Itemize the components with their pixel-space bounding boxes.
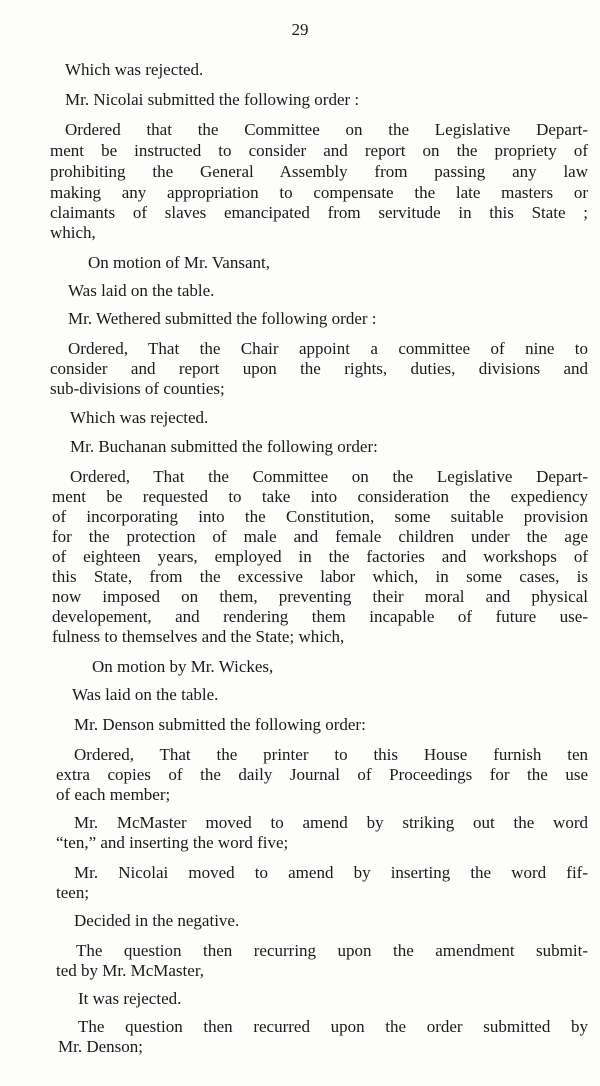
text-line: fulness to themselves and the State; which, [52,627,345,646]
text-line: On motion by Mr. Wickes, [92,657,274,676]
text-line: which, [50,223,96,242]
text-line: of eighteen years, employed in the factories and workshops of [52,547,588,566]
text-line: of incorporating into the Constitution, some suitable provision [52,507,588,526]
text-line: Ordered, That the printer to this House furnish ten [74,745,588,764]
text-line: The question then recurred upon the order submitted by [78,1017,588,1036]
text-line: for the protection of male and female children under the age [52,527,588,546]
text-line: Mr. Nicolai submitted the following order : [65,90,360,109]
text-line: Which was rejected. [65,60,204,79]
text-line: Mr. Denson submitted the following order: [74,715,366,734]
text-line: consider and report upon the rights, duties, divisions and [50,359,588,378]
text-line: ment be instructed to consider and report on the propriety of [50,141,588,160]
text-line: Was laid on the table. [72,685,219,704]
text-line: Which was rejected. [70,408,209,427]
text-line: On motion of Mr. Vansant, [88,253,270,272]
text-line: claimants of slaves emancipated from servitude in this State ; [50,203,588,222]
text-line: developement, and rendering them incapable of future use- [52,607,588,626]
text-line: Mr. McMaster moved to amend by striking out the word [74,813,588,832]
text-line: extra copies of the daily Journal of Proceedings for the use [56,765,588,784]
text-line: The question then recurring upon the amendment submit- [76,941,588,960]
text-line: Mr. Denson; [58,1037,143,1056]
text-line: prohibiting the General Assembly from passing any law [50,162,588,181]
text-line: ted by Mr. McMaster, [56,961,205,980]
text-line: of each member; [56,785,171,804]
text-line: making any appropriation to compensate the late masters or [50,183,588,202]
text-line: Mr. Nicolai moved to amend by inserting the word fif- [74,863,588,882]
text-line: ment be requested to take into consideration the expediency [52,487,588,506]
text-line: this State, from the excessive labor which, in some cases, is [52,567,588,586]
text-line: Ordered that the Committee on the Legislative Depart- [65,120,588,139]
text-line: Ordered, That the Chair appoint a committee of nine to [68,339,588,358]
text-line: Decided in the negative. [74,911,240,930]
text-line: “ten,” and inserting the word five; [56,833,289,852]
text-line: sub-divisions of counties; [50,379,225,398]
text-line: Mr. Buchanan submitted the following order: [70,437,378,456]
page-number: 29 [291,20,309,39]
text-line: Ordered, That the Committee on the Legislative Depart- [70,467,588,486]
text-line: Was laid on the table. [68,281,215,300]
text-line: Mr. Wethered submitted the following order : [68,309,377,328]
text-line: teen; [56,883,90,902]
text-line: It was rejected. [78,989,182,1008]
text-line: now imposed on them, preventing their moral and physical [52,587,588,606]
